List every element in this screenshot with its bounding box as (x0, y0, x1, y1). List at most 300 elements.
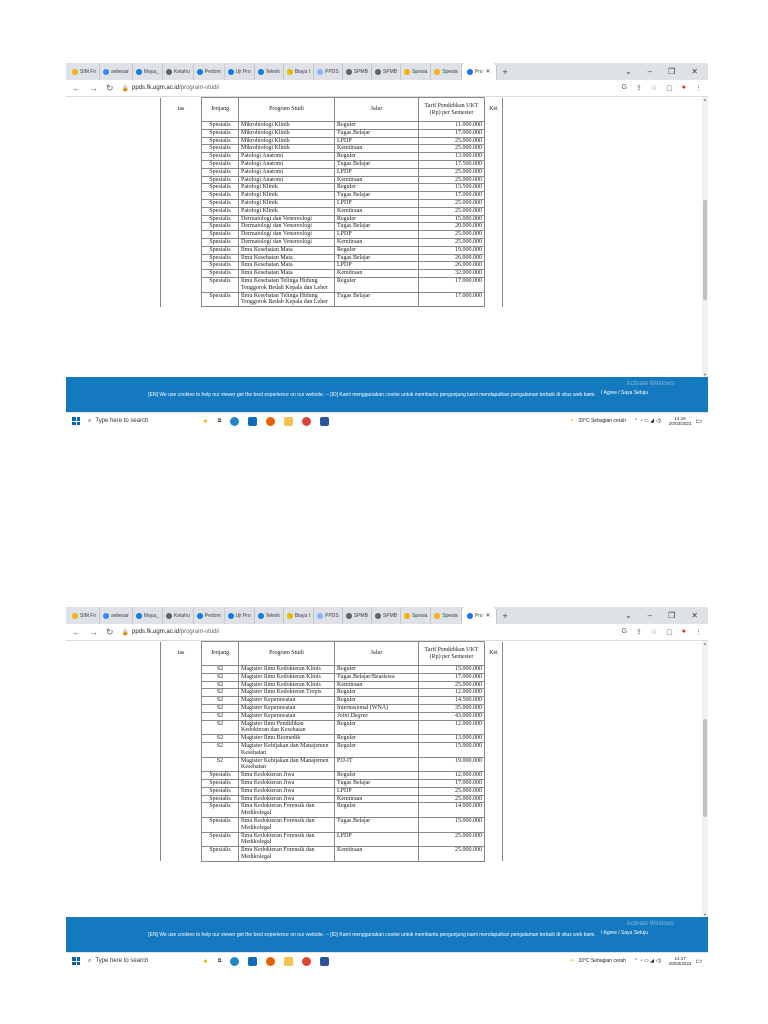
cookie-agree-button[interactable]: I Agree / Saya Setuju (601, 390, 648, 396)
browser-tab[interactable] (401, 607, 431, 624)
cell-jenjang: Spesialis (202, 246, 239, 254)
cell-jenjang: Spesialis (202, 832, 239, 847)
tab-label: SPMB (353, 68, 368, 75)
google-icon[interactable]: G (621, 628, 627, 635)
cell-jalur: Reguler (335, 689, 419, 697)
tab-label: Teknik (265, 612, 280, 619)
cell-jenjang: Spesialis (202, 223, 239, 231)
activate-windows-watermark: Activate Windows (626, 921, 674, 927)
browser-tab[interactable] (69, 63, 100, 80)
cell-tarif: 13.500.000 (419, 184, 485, 192)
tab-close-icon[interactable]: ✕ (485, 69, 491, 75)
cell-jalur: Tugas Belajar (335, 779, 419, 787)
cell-jalur: PJJ-IT (335, 757, 419, 772)
cell-keterangan (485, 817, 503, 832)
browser-tab[interactable] (462, 607, 497, 624)
cell-program-studi: Ilmu Kesehatan Telinga Hidung Tenggorok Bedah Kepala dan Leher (239, 277, 335, 292)
cell-jenjang: Spesialis (202, 817, 239, 832)
browser-tab[interactable] (372, 63, 401, 80)
browser-tab[interactable] (343, 607, 372, 624)
cell-jenjang: S2 (202, 757, 239, 772)
cell-tarif: 13.000.000 (419, 735, 485, 743)
browser-tab[interactable] (462, 63, 497, 80)
cell-fakultas (161, 681, 202, 689)
cell-jalur: Tugas Belajar/Beasiswa (335, 673, 419, 681)
favicon-icon (166, 69, 172, 75)
tab-label: Spesia (412, 68, 428, 75)
cell-tarif: 17.000.000 (419, 192, 485, 200)
search-placeholder: Type here to search (95, 418, 149, 424)
close-window-icon[interactable]: ✕ (691, 67, 698, 76)
scroll-down-icon[interactable]: ▼ (703, 912, 707, 917)
firefox-icon[interactable] (266, 957, 275, 966)
taskbar-search[interactable] (88, 958, 198, 965)
scroll-thumb[interactable] (703, 200, 707, 300)
minimize-icon[interactable]: – (647, 611, 653, 620)
sidepanel-icon[interactable]: ▢ (666, 629, 673, 636)
table-row (161, 735, 503, 743)
browser-tab[interactable] (225, 607, 255, 624)
new-tab-button[interactable]: + (502, 66, 508, 77)
cell-keterangan (485, 803, 503, 818)
bookmark-star-icon[interactable]: ☆ (650, 629, 658, 636)
weather-widget[interactable] (570, 958, 626, 964)
scroll-down-icon[interactable]: ▼ (703, 372, 707, 377)
browser-tab[interactable] (372, 607, 401, 624)
cell-jenjang: Spesialis (202, 184, 239, 192)
cell-program-studi: Magister Ilmu Kedokteran Klinis (239, 673, 335, 681)
table-row (161, 223, 503, 231)
menu-kebab-icon[interactable]: ⋮ (695, 85, 702, 92)
cell-fakultas (161, 199, 202, 207)
cell-fakultas (161, 262, 202, 270)
browser-tab[interactable] (194, 607, 225, 624)
table-row (161, 697, 503, 705)
weather-icon: ☀ (569, 418, 575, 424)
browser-tab[interactable] (431, 63, 461, 80)
cell-keterangan (485, 787, 503, 795)
cell-program-studi: Ilmu Kedokteran Jiwa (239, 779, 335, 787)
task-view-icon[interactable]: ⧉ (217, 418, 222, 424)
cell-keterangan (485, 145, 503, 153)
cell-program-studi: Patologi Anatomi (239, 168, 335, 176)
cell-tarif: 15.000.000 (419, 817, 485, 832)
tab-label: PPDS (325, 68, 339, 75)
cell-jalur: Joint Degree (335, 712, 419, 720)
favicon-icon (434, 613, 440, 619)
browser-tab[interactable] (194, 63, 225, 80)
favicon-icon (197, 69, 203, 75)
cell-tarif: 17.500.000 (419, 160, 485, 168)
cell-program-studi: Ilmu Kesehatan Mata (239, 246, 335, 254)
cell-jenjang: Spesialis (202, 153, 239, 161)
cell-fakultas (161, 137, 202, 145)
table-row (161, 787, 503, 795)
favicon-icon (72, 613, 78, 619)
share-icon[interactable]: ⇪ (635, 629, 642, 636)
taskbar-clock[interactable] (669, 956, 692, 967)
page-scrollbar[interactable] (702, 641, 708, 917)
word-icon[interactable] (320, 417, 329, 426)
tab-search-icon[interactable]: ⌄ (624, 611, 632, 620)
cell-keterangan (485, 262, 503, 270)
back-icon[interactable]: ← (72, 627, 81, 637)
tab-label: Ketahu (173, 68, 190, 75)
cell-fakultas (161, 817, 202, 832)
table-row (161, 184, 503, 192)
cell-keterangan (485, 137, 503, 145)
cell-program-studi: Patologi Klinik (239, 192, 335, 200)
tab-list (69, 63, 497, 80)
favicon-icon (103, 613, 109, 619)
window-controls (625, 611, 708, 620)
fee-table (160, 641, 503, 862)
tab-list (69, 607, 497, 624)
favicon-icon (434, 69, 440, 75)
url-field[interactable] (122, 629, 220, 636)
tab-label: SIM Fir (80, 68, 97, 75)
cell-jenjang: S2 (202, 742, 239, 757)
close-window-icon[interactable]: ✕ (691, 611, 698, 620)
cell-jalur: Kemitraan (335, 145, 419, 153)
edge-icon[interactable] (230, 417, 239, 426)
cell-program-studi: Mikrobiologi Klinik (239, 122, 335, 130)
cell-jenjang: Spesialis (202, 238, 239, 246)
cell-tarif: 35.000.000 (419, 704, 485, 712)
cell-jalur: Reguler (335, 697, 419, 705)
favicon-icon (287, 69, 293, 75)
file-explorer-icon[interactable] (284, 417, 293, 426)
cell-program-studi: Patologi Klinik (239, 207, 335, 215)
bookmark-star-icon[interactable]: ☆ (650, 85, 658, 92)
cell-jenjang: Spesialis (202, 803, 239, 818)
taskbar-search[interactable] (88, 418, 198, 425)
tab-label: Ketahu (173, 612, 190, 619)
taskbar-apps (202, 417, 329, 426)
cell-jenjang: S2 (202, 666, 239, 674)
browser-tab[interactable] (343, 63, 372, 80)
edge-icon[interactable] (230, 957, 239, 966)
cell-program-studi: Magister Kebijakan dan Manajemen Kesehatan (239, 757, 335, 772)
firefox-icon[interactable] (266, 417, 275, 426)
windows-start-icon[interactable] (72, 417, 80, 425)
cell-fakultas (161, 176, 202, 184)
cell-keterangan (485, 712, 503, 720)
cell-program-studi: Magister Keperawatan (239, 704, 335, 712)
url-field[interactable] (122, 85, 220, 92)
browser-tab[interactable] (431, 607, 461, 624)
cell-keterangan (485, 176, 503, 184)
browser-tab[interactable] (133, 63, 163, 80)
cell-tarif: 17.000.000 (419, 277, 485, 292)
cell-jalur: Tugas Belajar (335, 192, 419, 200)
browser-tab[interactable] (69, 607, 100, 624)
windows-start-icon[interactable] (72, 957, 80, 965)
table-row (161, 803, 503, 818)
cell-fakultas (161, 277, 202, 292)
cell-tarif: 26.000.000 (419, 254, 485, 262)
scroll-up-icon[interactable]: ▲ (703, 641, 707, 646)
cell-jalur: Reguler (335, 184, 419, 192)
cell-program-studi: Magister Ilmu Biomedik (239, 735, 335, 743)
mail-icon[interactable] (248, 957, 257, 966)
cell-keterangan (485, 673, 503, 681)
cell-jenjang: Spesialis (202, 160, 239, 168)
cell-keterangan (485, 160, 503, 168)
table-row (161, 712, 503, 720)
cell-fakultas (161, 168, 202, 176)
google-icon[interactable]: G (621, 84, 627, 91)
cell-tarif: 17.000.000 (419, 129, 485, 137)
cell-keterangan (485, 153, 503, 161)
cell-jenjang: Spesialis (202, 215, 239, 223)
favicon-icon (375, 613, 381, 619)
browser-tab[interactable] (100, 607, 133, 624)
table-row (161, 757, 503, 772)
windows-taskbar (66, 412, 708, 429)
cell-jalur: LPDP (335, 231, 419, 239)
notification-icon[interactable]: ▭ (695, 958, 702, 965)
cell-jalur: Tugas Belajar (335, 254, 419, 262)
word-icon[interactable] (320, 957, 329, 966)
tab-label: sebesar (111, 612, 129, 619)
tab-label: Maya_ (143, 68, 159, 75)
table-row (161, 168, 503, 176)
tab-close-icon[interactable]: ✕ (485, 613, 491, 619)
browser-tab[interactable] (284, 63, 314, 80)
header-jalur: Jalur (335, 642, 419, 666)
share-icon[interactable]: ⇪ (635, 85, 642, 92)
reload-icon[interactable]: ↻ (106, 626, 114, 637)
cell-tarif: 13.000.000 (419, 153, 485, 161)
cell-tarif: 19.000.000 (419, 757, 485, 772)
cell-jenjang: S2 (202, 689, 239, 697)
browser-tab[interactable] (314, 63, 343, 80)
cell-program-studi: Magister Ilmu Pendidikan Kedokteran dan Kesehatan (239, 720, 335, 735)
browser-tab[interactable] (401, 63, 431, 80)
cell-keterangan (485, 772, 503, 780)
favicon-icon (228, 613, 234, 619)
cell-tarif: 17.000.000 (419, 673, 485, 681)
cell-jalur: LPDP (335, 137, 419, 145)
cell-tarif: 25.000.000 (419, 832, 485, 847)
favicon-icon (467, 613, 473, 619)
taskbar-clock[interactable] (669, 416, 692, 427)
cell-program-studi: Dermatologi dan Venereologi (239, 215, 335, 223)
favicon-icon (317, 69, 323, 75)
favicon-icon (375, 69, 381, 75)
cell-fakultas (161, 832, 202, 847)
favicon-icon (258, 613, 264, 619)
cell-jalur: Reguler (335, 215, 419, 223)
clock-time: 14:16 (674, 415, 686, 421)
scroll-up-icon[interactable]: ▲ (703, 97, 707, 102)
widgets-icon[interactable]: ✦ (202, 956, 209, 966)
table-row (161, 192, 503, 200)
restore-icon[interactable]: ❐ (668, 611, 676, 620)
browser-tab[interactable] (284, 607, 314, 624)
table-row (161, 779, 503, 787)
cell-jalur: Kemitraan (335, 238, 419, 246)
cell-keterangan (485, 246, 503, 254)
cell-keterangan (485, 168, 503, 176)
favicon-icon (258, 69, 264, 75)
header-jalur: Jalur (335, 98, 419, 122)
extension-icon[interactable]: ● (681, 628, 686, 635)
cell-fakultas (161, 735, 202, 743)
cookie-banner (66, 377, 708, 412)
cell-tarif: 25.000.000 (419, 238, 485, 246)
cell-tarif: 25.000.000 (419, 207, 485, 215)
cell-fakultas (161, 779, 202, 787)
mail-icon[interactable] (248, 417, 257, 426)
cell-keterangan (485, 277, 503, 292)
cell-tarif: 15.000.000 (419, 666, 485, 674)
chrome-icon[interactable] (302, 417, 311, 426)
window-controls (625, 67, 708, 76)
browser-tab[interactable] (314, 607, 343, 624)
browser-tab[interactable] (225, 63, 255, 80)
cell-jenjang: Spesialis (202, 207, 239, 215)
cell-jalur: Reguler (335, 153, 419, 161)
cell-jalur: Kemitraan (335, 795, 419, 803)
cell-jalur: LPDP (335, 787, 419, 795)
cell-keterangan (485, 681, 503, 689)
cookie-text: [EN] We use cookies to help our viewer get the best experience on our website. -- [ID] Kami menggunakan cookie untuk membantu pengunjung kami mendapatkan pengalaman terbaik di situs web kami. (148, 931, 596, 938)
tab-strip (66, 63, 708, 80)
cell-tarif: 19.000.000 (419, 246, 485, 254)
new-tab-button[interactable]: + (502, 610, 508, 621)
notification-icon[interactable]: ▭ (695, 418, 702, 425)
scroll-thumb[interactable] (703, 719, 707, 817)
cookie-banner (66, 917, 708, 952)
chrome-icon[interactable] (302, 957, 311, 966)
cell-fakultas (161, 207, 202, 215)
tab-label: SPMB (353, 612, 368, 619)
tab-label: Pedom (204, 68, 221, 75)
lock-icon[interactable]: 🔒 (121, 85, 130, 92)
cell-tarif: 15.000.000 (419, 742, 485, 757)
cell-tarif: 12.000.000 (419, 772, 485, 780)
table-row (161, 704, 503, 712)
cell-jalur: Internasional (WNA) (335, 704, 419, 712)
widgets-icon[interactable]: ✦ (202, 416, 209, 426)
cell-tarif: 43.000.000 (419, 712, 485, 720)
tab-label: Pro (474, 612, 483, 619)
favicon-icon (103, 69, 109, 75)
cell-fakultas (161, 292, 202, 307)
url-path: /program-studi/ (179, 85, 220, 91)
cell-tarif: 25.000.000 (419, 168, 485, 176)
task-view-icon[interactable]: ⧉ (217, 958, 222, 964)
back-icon[interactable]: ← (72, 83, 81, 93)
cell-jalur: Kemitraan (335, 681, 419, 689)
header-jenjang: Jenjang (202, 98, 239, 122)
weather-text: 33°C Sebagian cerah (578, 418, 626, 424)
table-row (161, 215, 503, 223)
cell-fakultas (161, 184, 202, 192)
extension-icon[interactable]: ● (681, 84, 686, 91)
cell-fakultas (161, 254, 202, 262)
cell-program-studi: Magister Kebijakan dan Manajemen Kesehatan (239, 742, 335, 757)
cell-program-studi: Ilmu Kesehatan Telinga Hidung Tenggorok Bedah Kepala dan Leher (239, 292, 335, 307)
reload-icon[interactable]: ↻ (106, 82, 114, 93)
table-row (161, 720, 503, 735)
cell-fakultas (161, 704, 202, 712)
cell-jalur: Kemitraan (335, 207, 419, 215)
browser-tab[interactable] (163, 607, 194, 624)
browser-tab[interactable] (163, 63, 194, 80)
favicon-icon (166, 613, 172, 619)
sidepanel-icon[interactable]: ▢ (666, 85, 673, 92)
cell-keterangan (485, 129, 503, 137)
lock-icon[interactable]: 🔒 (121, 629, 130, 636)
forward-icon[interactable]: → (89, 83, 98, 93)
cell-fakultas (161, 697, 202, 705)
favicon-icon (136, 613, 142, 619)
tab-label: SPMB (382, 68, 398, 75)
weather-widget[interactable] (570, 418, 626, 424)
table-row (161, 666, 503, 674)
favicon-icon (404, 613, 410, 619)
system-tray-icons[interactable]: ⌃ ◔ ▭ ◢ ◁) (633, 958, 661, 964)
menu-kebab-icon[interactable]: ⋮ (695, 629, 702, 636)
cell-fakultas (161, 772, 202, 780)
cell-keterangan (485, 779, 503, 787)
cell-tarif: 25.000.000 (419, 145, 485, 153)
restore-icon[interactable]: ❐ (668, 67, 676, 76)
fee-table (160, 97, 503, 307)
browser-tab[interactable] (255, 63, 284, 80)
favicon-icon (346, 69, 352, 75)
cell-fakultas (161, 847, 202, 862)
cell-program-studi: Dermatologi dan Venereologi (239, 223, 335, 231)
browser-tab[interactable] (100, 63, 133, 80)
minimize-icon[interactable]: – (647, 67, 653, 76)
cell-fakultas (161, 742, 202, 757)
browser-tab[interactable] (255, 607, 284, 624)
cell-keterangan (485, 223, 503, 231)
cell-jalur: Kemitraan (335, 847, 419, 862)
cell-keterangan (485, 199, 503, 207)
table-row (161, 153, 503, 161)
cell-keterangan (485, 270, 503, 278)
cell-tarif: 25.000.000 (419, 137, 485, 145)
header-program-studi: Program Studi (239, 642, 335, 666)
cookie-agree-button[interactable]: I Agree / Saya Setuju (601, 930, 648, 936)
cell-program-studi: Patologi Klinik (239, 199, 335, 207)
forward-icon[interactable]: → (89, 627, 98, 637)
cell-program-studi: Magister Ilmu Kedokteran Klinis (239, 666, 335, 674)
cell-jalur: Reguler (335, 666, 419, 674)
table-row (161, 207, 503, 215)
file-explorer-icon[interactable] (284, 957, 293, 966)
system-tray-icons[interactable]: ⌃ ◔ ▭ ◢ ◁) (633, 418, 661, 424)
tab-label: Biaya I (294, 68, 311, 75)
search-icon: ⌕ (88, 957, 92, 964)
tab-search-icon[interactable]: ⌄ (624, 67, 632, 76)
page-scrollbar[interactable] (702, 97, 708, 377)
favicon-icon (136, 69, 142, 75)
table-row (161, 254, 503, 262)
cell-program-studi: Patologi Klinik (239, 184, 335, 192)
header-tarif: Tarif Pendidikan UKT (Rp) per Semester (419, 642, 485, 666)
browser-tab[interactable] (133, 607, 163, 624)
cell-jalur: Reguler (335, 742, 419, 757)
page-content (66, 641, 708, 917)
cell-fakultas (161, 689, 202, 697)
url-path: /program-studi/ (179, 629, 220, 635)
